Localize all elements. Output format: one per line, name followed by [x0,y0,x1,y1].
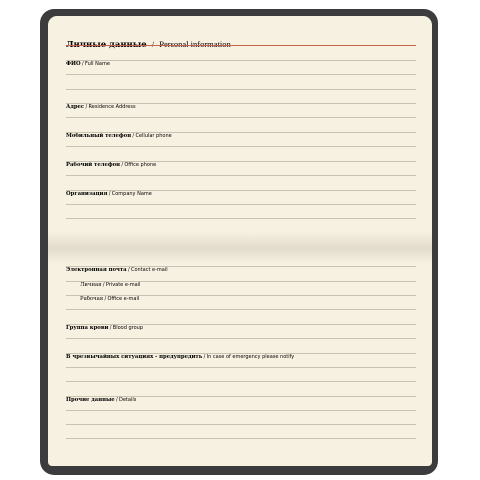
writing-line[interactable] [66,410,416,411]
writing-line[interactable] [66,424,416,425]
writing-line[interactable] [66,146,416,147]
writing-line[interactable] [66,338,416,339]
field-label-address: Адрес / Residence Address [66,104,136,110]
writing-line[interactable] [66,161,416,162]
writing-line[interactable] [66,309,416,310]
writing-line[interactable] [66,381,416,382]
writing-line[interactable] [66,204,416,205]
writing-line[interactable] [66,190,416,191]
title-ru: Личные данные [66,40,147,50]
field-label-mobile: Мобильный телефон / Cellular phone [66,133,172,139]
writing-line[interactable] [66,353,416,354]
writing-line[interactable] [66,60,416,61]
writing-line[interactable] [66,218,416,219]
field-label-work-phone: Рабочий телефон / Office phone [66,162,157,168]
writing-line[interactable] [66,175,416,176]
writing-line[interactable] [66,324,416,325]
writing-line[interactable] [66,74,416,75]
field-label-emergency: В чрезвычайных ситуациях - предупредить / In case of emergency please notify [66,354,295,360]
field-label-email-private: Личная / Private e-mail [80,282,141,288]
field-label-full-name: ФИО / Full Name [66,61,110,67]
field-label-details: Прочие данные / Details [66,397,137,403]
field-label-company: Организация / Company Name [66,191,152,197]
field-label-blood-group: Группа крови / Blood group [66,325,144,331]
field-label-email: Электронная почта / Contact e-mail [66,267,168,273]
writing-line[interactable] [66,281,416,282]
writing-line[interactable] [66,438,416,439]
writing-line[interactable] [66,266,416,267]
writing-line[interactable] [66,396,416,397]
writing-line[interactable] [66,132,416,133]
writing-line[interactable] [66,89,416,90]
field-label-email-work: Рабочая / Office e-mail [80,296,140,302]
writing-line[interactable] [66,103,416,104]
title-underline [66,45,416,46]
writing-line[interactable] [66,117,416,118]
title-separator: / [151,39,155,49]
title-en: Personal information [159,39,231,49]
writing-line[interactable] [66,367,416,368]
page-title [66,34,231,50]
writing-line[interactable] [66,295,416,296]
